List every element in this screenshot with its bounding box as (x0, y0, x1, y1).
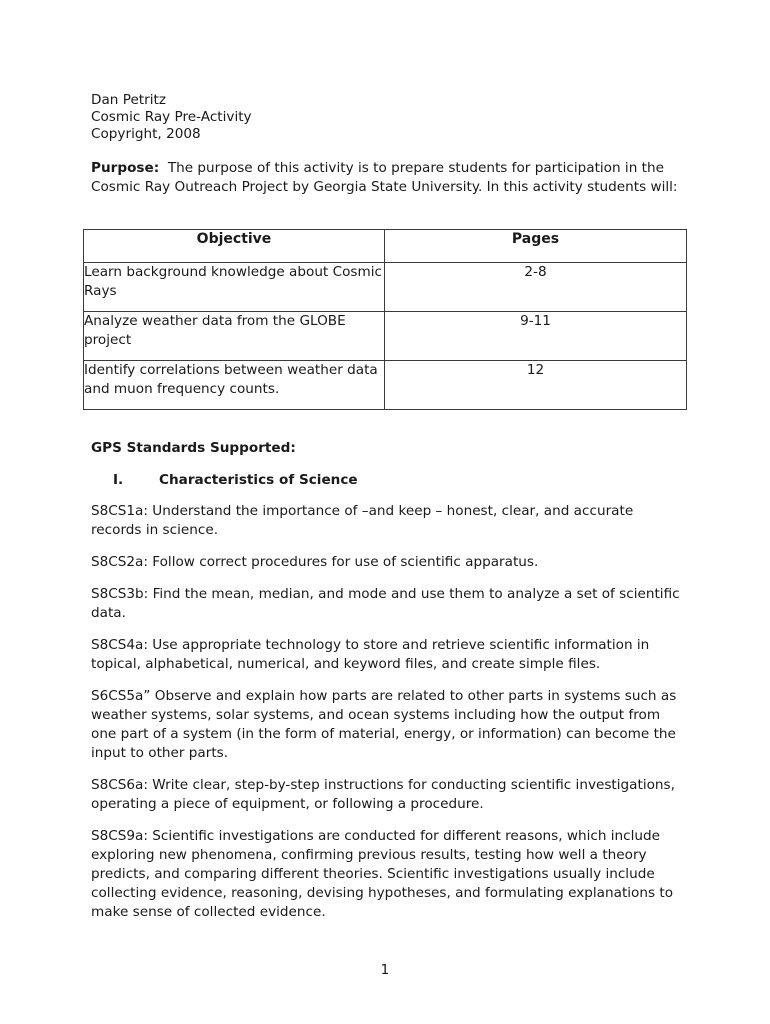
section-title: Characteristics of Science (159, 472, 358, 488)
section-heading (91, 472, 691, 489)
standard-item: S8CS9a: Scientific investigations are conducted for different reasons, which include exploring new phenomena, confirming previous results, testing how well a theory predicts, and comparing different theories. Scientific investigations usually include collecting evidence, reasoning, devising hypotheses, and formulating explanations to make sense of collected evidence. (91, 828, 674, 920)
copyright-line: Copyright, 2008 (91, 126, 201, 142)
table-row (84, 312, 687, 361)
purpose-paragraph (91, 159, 681, 197)
table-row (84, 263, 687, 312)
objectives-table (83, 229, 687, 410)
table-header-row (84, 230, 687, 263)
standard-item: S6CS5a” Observe and explain how parts are related to other parts in systems such as weather systems, solar systems, and ocean systems including how the output from one part of a system (in the form of material, energy, or information) can become the input to other parts. (91, 688, 677, 761)
document-title: Cosmic Ray Pre-Activity (91, 109, 252, 125)
section-number: I. (113, 472, 124, 488)
column-header-pages: Pages (385, 230, 687, 263)
objective-cell: Identify correlations between weather data and muon frequency counts. (84, 361, 385, 410)
author-name: Dan Petritz (91, 92, 166, 108)
objective-cell: Analyze weather data from the GLOBE project (84, 312, 385, 361)
objective-cell: Learn background knowledge about Cosmic Rays (84, 263, 385, 312)
standard-item: S8CS2a: Follow correct procedures for use of scientific apparatus. (91, 554, 539, 570)
standard-item: S8CS4a: Use appropriate technology to store and retrieve scientific information in topical, alphabetical, numerical, and keyword files, and create simple files. (91, 637, 650, 672)
pages-cell: 9-11 (385, 312, 687, 361)
purpose-text: The purpose of this activity is to prepare students for participation in the Cosmic Ray Outreach Project by Georgia State University. In this activity students will: (91, 160, 678, 195)
standard-item: S8CS3b: Find the mean, median, and mode and use them to analyze a set of scientific data. (91, 586, 680, 621)
document-header (91, 92, 691, 197)
column-header-objective: Objective (84, 230, 385, 263)
gps-standards-section (91, 440, 691, 922)
purpose-label: Purpose: (91, 160, 160, 176)
table-row (84, 361, 687, 410)
pages-cell: 2-8 (385, 263, 687, 312)
gps-title: GPS Standards Supported: (91, 440, 296, 456)
pages-cell: 12 (385, 361, 687, 410)
page-number: 1 (380, 962, 390, 978)
standard-item: S8CS1a: Understand the importance of –and keep – honest, clear, and accurate records in science. (91, 503, 634, 538)
standard-item: S8CS6a: Write clear, step-by-step instructions for conducting scientific investigations, operating a piece of equipment, or following a procedure. (91, 777, 675, 812)
